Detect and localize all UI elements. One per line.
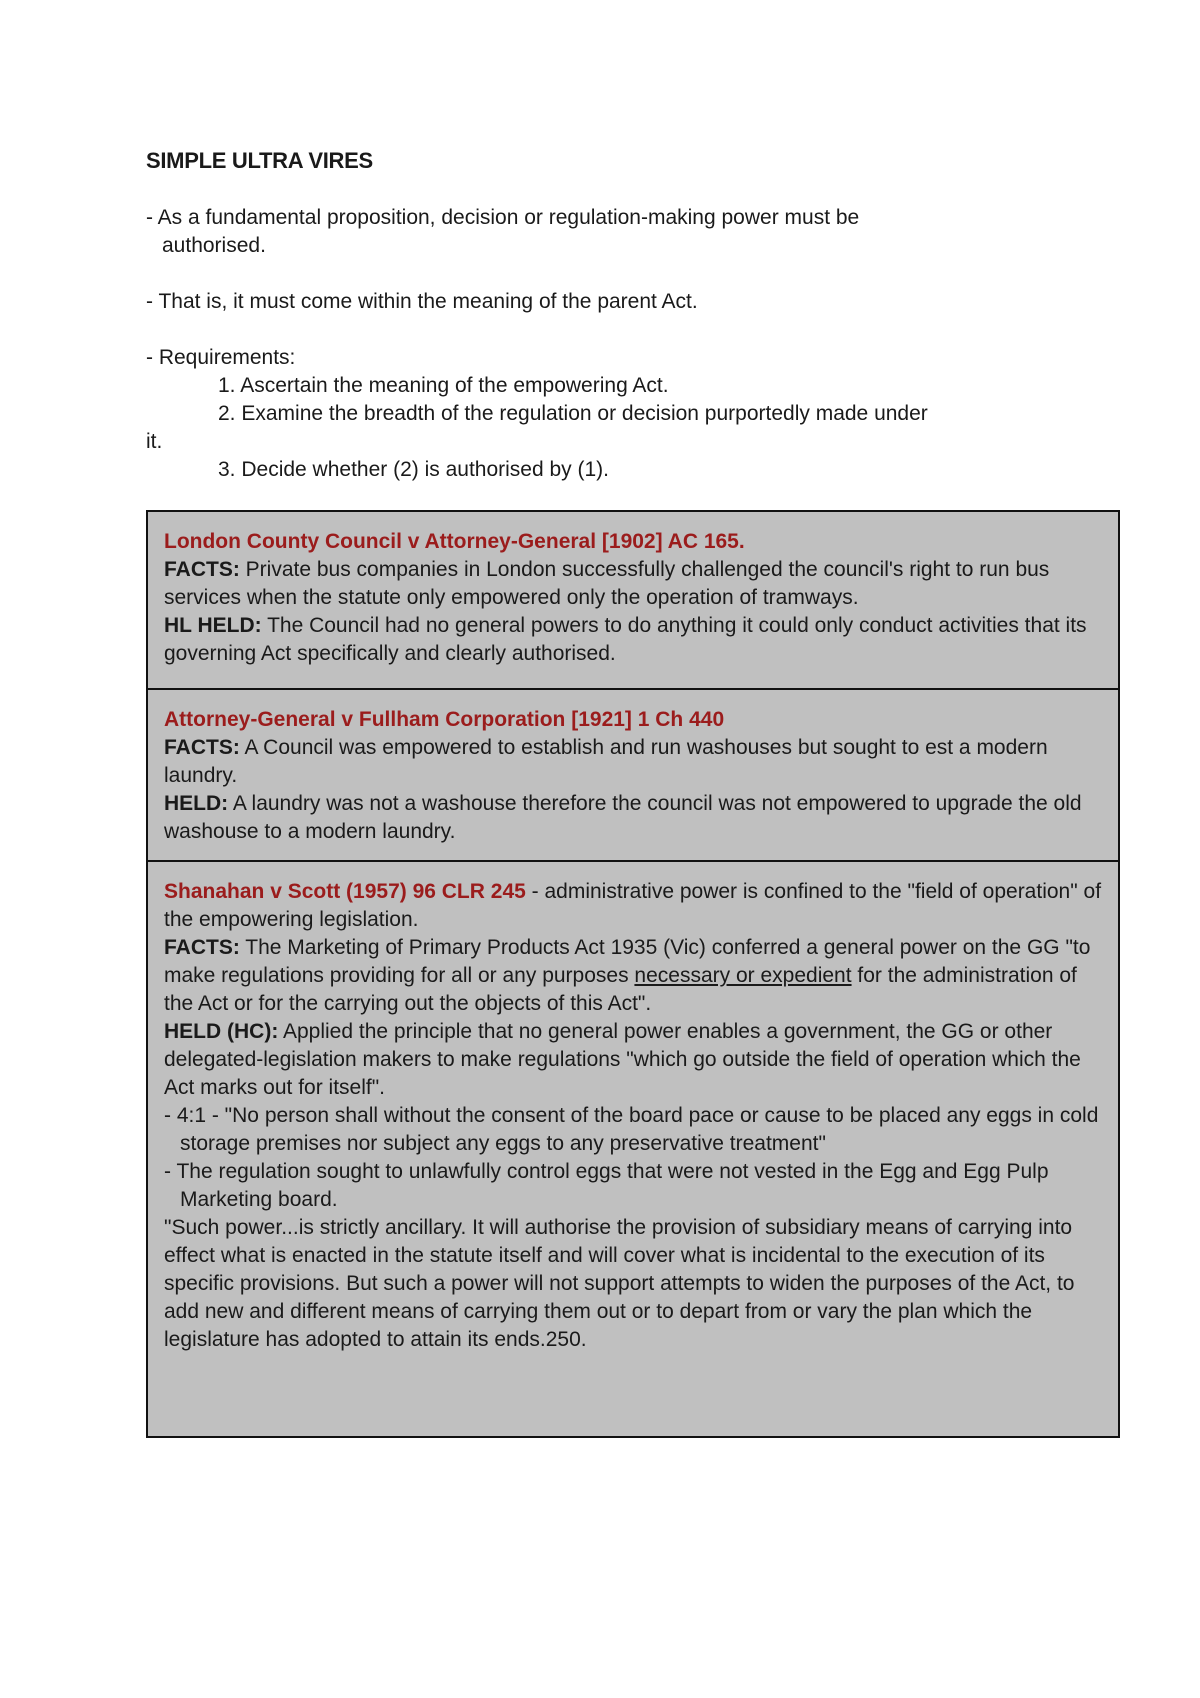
case-held [164, 612, 1102, 668]
intro-point-1: - As a fundamental proposition, decision or regulation-making power must be [146, 206, 860, 229]
requirement-2: 2. Examine the breadth of the regulation or decision purportedly made under [218, 402, 928, 425]
case-summary [164, 878, 1102, 934]
intro-section [146, 204, 1046, 484]
case-facts [164, 556, 1102, 612]
requirement-2-continuation: it. [146, 430, 163, 453]
requirement-1: 1. Ascertain the meaning of the empowering Act. [218, 374, 669, 397]
underlined-phrase: necessary or expedient [634, 964, 852, 987]
case-held [164, 1018, 1102, 1102]
case-citation: Shanahan v Scott (1957) 96 CLR 245 [164, 880, 526, 903]
case-bullet-1: - 4:1 - "No person shall without the consent of the board pace or cause to be placed any eggs in cold storage premises nor subject any eggs to any preservative treatment" [164, 1104, 1099, 1155]
facts-label: FACTS: [164, 736, 240, 759]
held-label: HELD: [164, 792, 229, 815]
case-quote: "Such power...is strictly ancillary. It will authorise the provision of subsidiary means of carrying into effect what is enacted in the statute itself and will cover what is incidental to the execution of its specific provisions. But such a power will not support attempts to widen the purposes of the Act, to add new and different means of carrying them out or to depart from or vary the plan which the legislature has adopted to attain its ends.250. [164, 1216, 1075, 1351]
case-held [164, 790, 1102, 846]
page-title: SIMPLE ULTRA VIRES [146, 148, 373, 173]
facts-text: Private bus companies in London successfully challenged the council's right to run bus services when the statute only empowered only the operation of tramways. [164, 558, 1050, 609]
facts-label: FACTS: [164, 558, 240, 581]
held-text: A laundry was not a washouse therefore the council was not empowered to upgrade the old washouse to a modern laundry. [164, 792, 1082, 843]
held-text: The Council had no general powers to do anything it could only conduct activities that its governing Act specifically and clearly authorised. [164, 614, 1087, 665]
held-label: HELD (HC): [164, 1020, 279, 1043]
case-citation: Attorney-General v Fullham Corporation [1921] 1 Ch 440 [164, 708, 725, 731]
case-facts [164, 934, 1102, 1018]
case-box [148, 688, 1118, 860]
case-citation: London County Council v Attorney-General [1902] AC 165. [164, 530, 745, 553]
facts-text: A Council was empowered to establish and run washouses but sought to est a modern laundry. [164, 736, 1048, 787]
requirement-3: 3. Decide whether (2) is authorised by (1). [218, 458, 610, 481]
case-box [148, 512, 1118, 688]
case-box [148, 860, 1118, 1436]
case-principle: - administrative power is confined to the "field of operation" of the empowering legislation. [164, 880, 1102, 931]
held-label: HL HELD: [164, 614, 262, 637]
case-facts [164, 734, 1102, 790]
case-bullet-2: - The regulation sought to unlawfully control eggs that were not vested in the Egg and Egg Pulp Marketing board. [164, 1160, 1049, 1211]
case-table [146, 510, 1120, 1438]
requirements-label: - Requirements: [146, 346, 296, 369]
facts-label: FACTS: [164, 936, 240, 959]
held-text: Applied the principle that no general power enables a government, the GG or other delegated-legislation makers to make regulations "which go outside the field of operation which the Act marks out for itself". [164, 1020, 1081, 1099]
facts-text-cont: for the administration of the Act or for the carrying out the objects of this Act". [164, 964, 1077, 1015]
intro-point-2: - That is, it must come within the meaning of the parent Act. [146, 290, 698, 313]
facts-text: The Marketing of Primary Products Act 1935 (Vic) conferred a general power on the GG "to make regulations providing for all or any purposes [164, 936, 1091, 987]
intro-point-1-continuation: authorised. [162, 234, 266, 257]
